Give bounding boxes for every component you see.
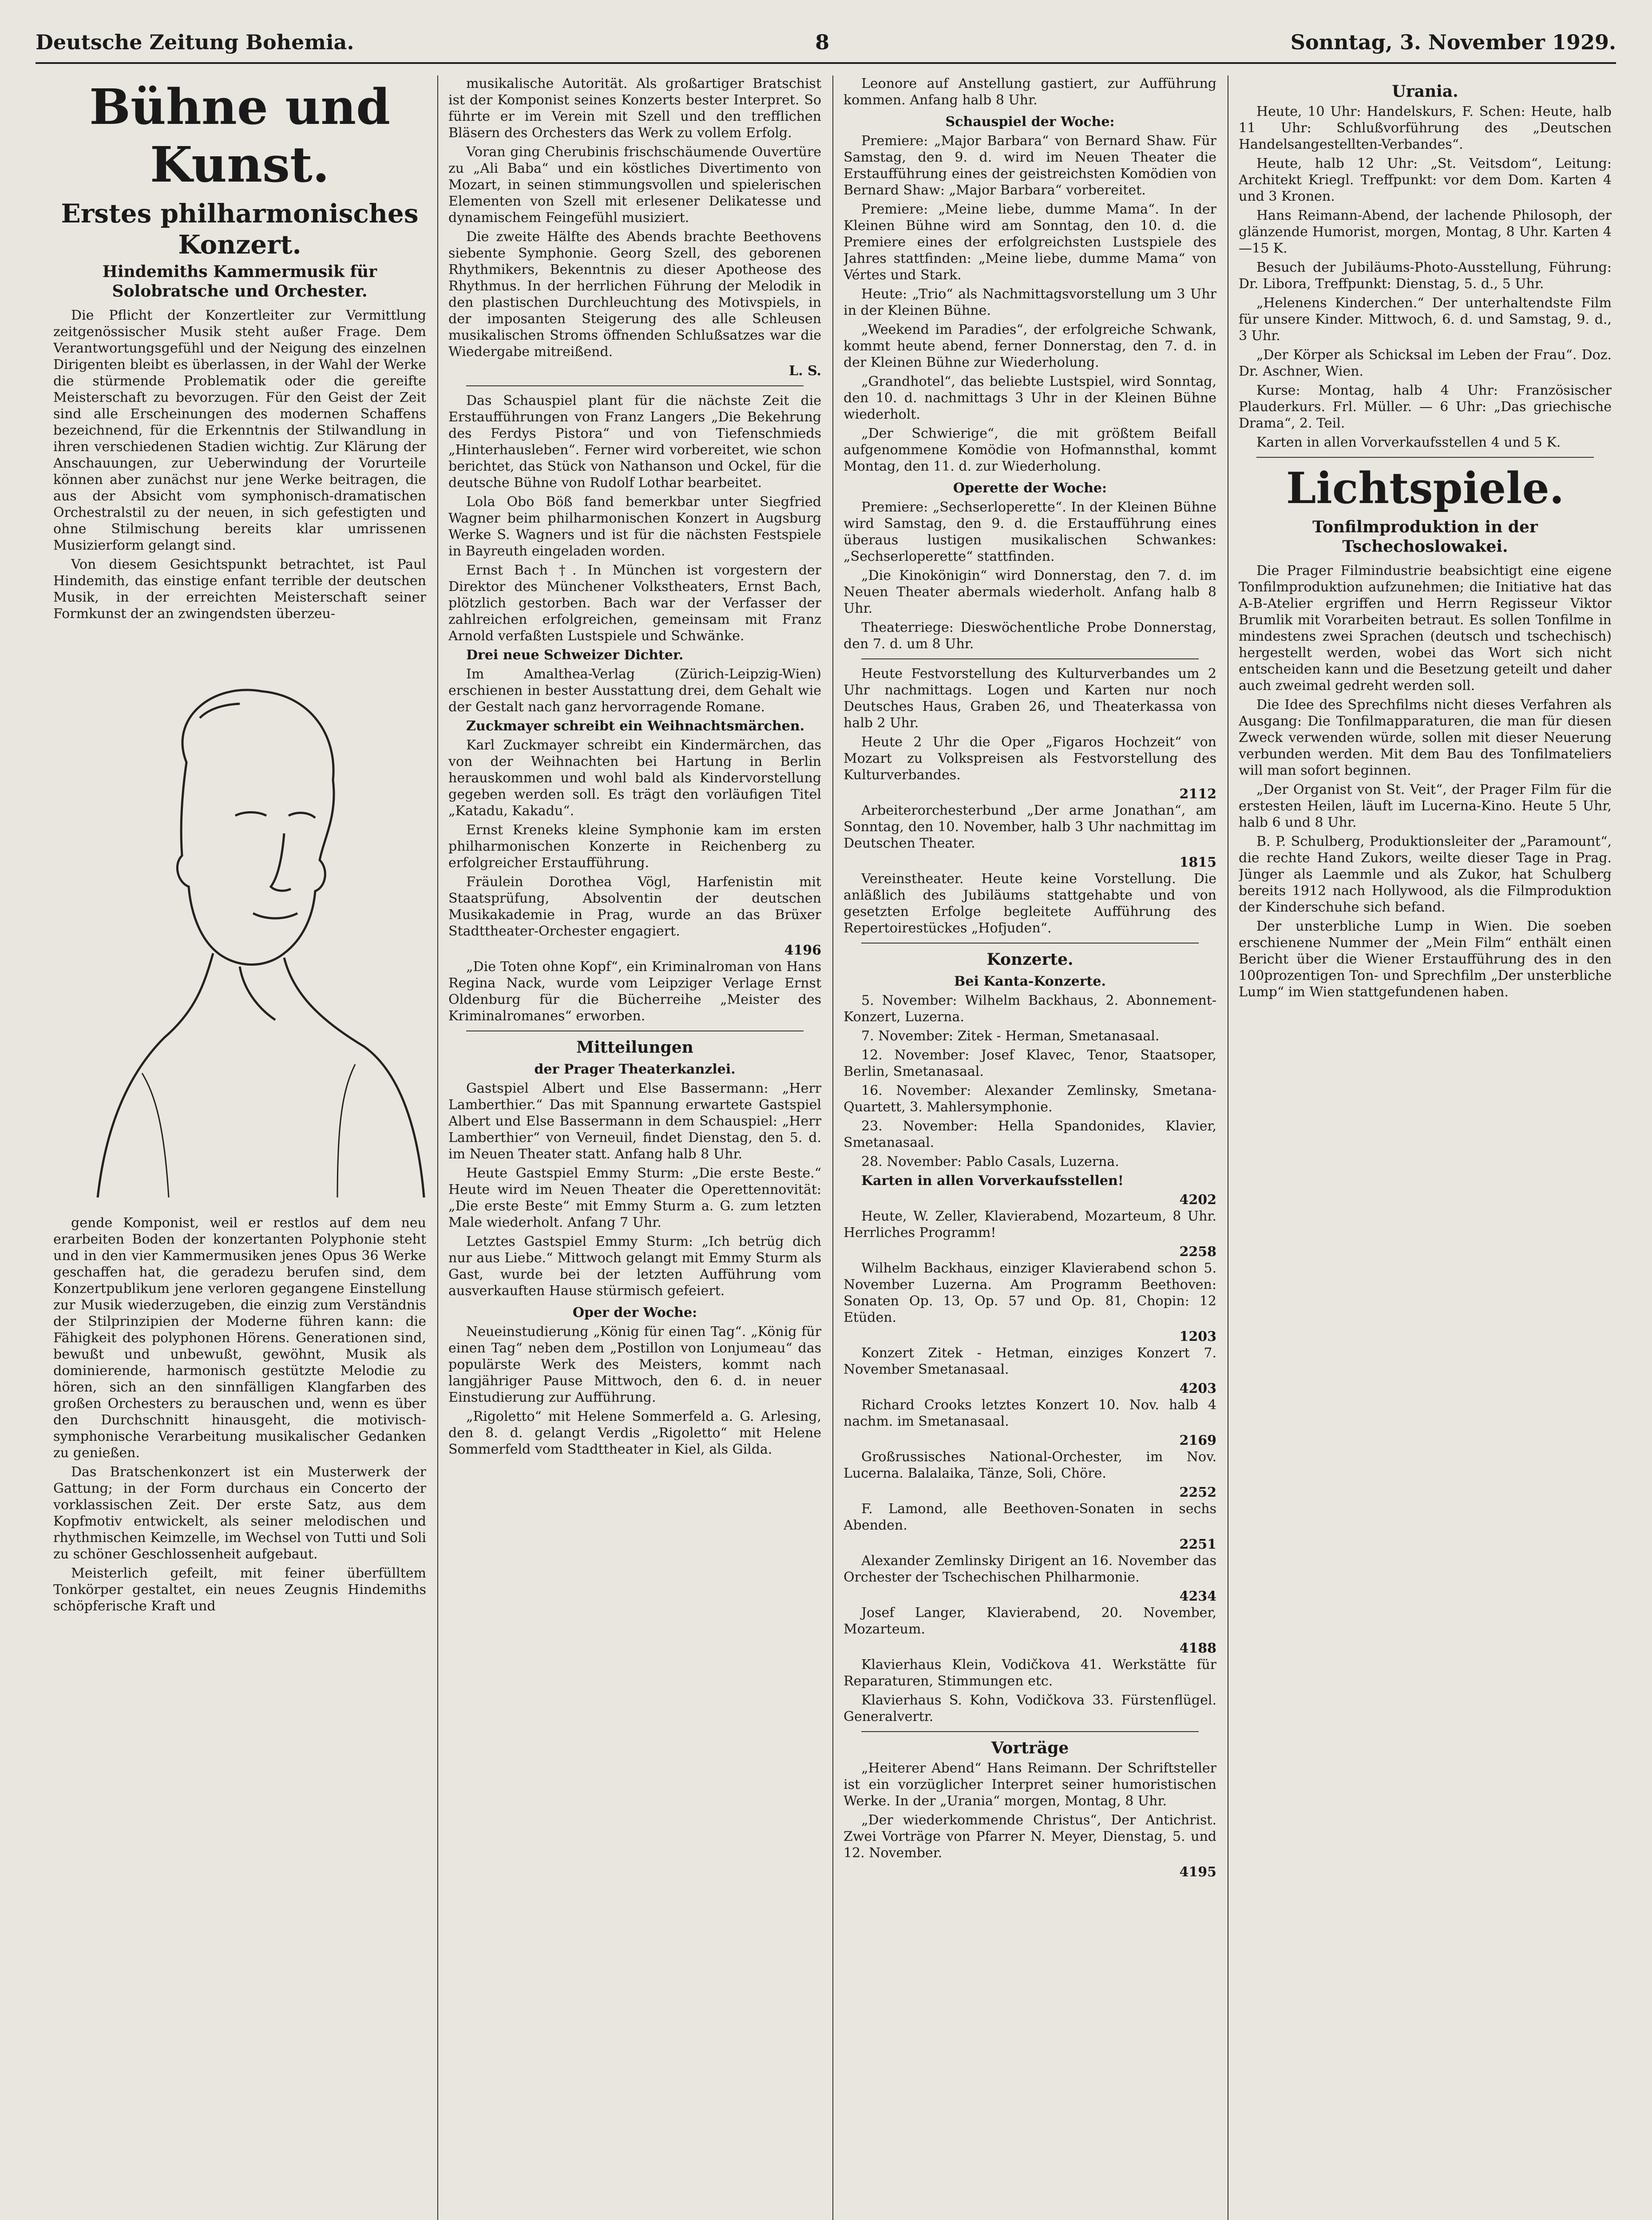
paragraph: Fräulein Dorothea Vögl, Harfenistin mit Staatsprüfung, Absolventin der deutschen Musikakademie in Prag, wurde an das Brüxer Stadttheater-Orchester engagiert. — [448, 874, 821, 939]
author-initials: L. S. — [788, 363, 821, 379]
divider — [861, 943, 1199, 944]
paragraph: Lola Obo Böß fand bemerkbar unter Siegfried Wagner beim philharmonischen Konzert in Augsburg Werke S. Wagners und ist für die nächsten Festspiele in Bayreuth eingeladen worden. — [448, 494, 821, 559]
ad-number: 2252 — [1179, 1485, 1216, 1500]
paragraph: Josef Langer, Klavierabend, 20. November, Mozarteum. — [844, 1605, 1216, 1637]
section-subheading: Oper der Woche: — [572, 1305, 697, 1320]
column-3 — [844, 75, 1216, 2220]
paragraph: Kurse: Montag, halb 4 Uhr: Französischer Plauderkurs. Frl. Müller. — 6 Uhr: „Das griechische Drama“, 2. Teil. — [1239, 383, 1612, 431]
paragraph: Richard Crooks letztes Konzert 10. Nov. halb 4 nachm. im Smetanasaal. — [844, 1397, 1216, 1429]
ad-number: 4188 — [1179, 1641, 1216, 1656]
section-subheading: Operette der Woche: — [953, 480, 1107, 496]
paragraph: Heute Festvorstellung des Kulturverbandes um 2 Uhr nachmittags. Logen und Karten nur noch Deutsches Haus, Graben 26, und Theaterkassa von halb 2 Uhr. — [844, 666, 1216, 731]
column-divider — [832, 75, 833, 2220]
paragraph: Ernst Bach †. In München ist vorgestern der Direktor des Münchener Volkstheaters, Ernst Bach, plötzlich gestorben. Bach war der Verfasser der zahlreichen erfolgreichen, gemeinsam mit Franz Arnold verfaßten Lustspiele und Schwänke. — [448, 563, 821, 644]
section-heading: Konzerte. — [986, 950, 1074, 969]
paragraph: Vereinstheater. Heute keine Vorstellung. Die anläßlich des Jubiläums stattgehabte und von gesetzten Erfolge begleitete Aufführung des Repertoirestückes „Hofjuden“. — [844, 871, 1216, 936]
ad-number: 2169 — [1179, 1433, 1216, 1448]
paragraph: „Helenens Kinderchen.“ Der unterhaltendste Film für unsere Kinder. Mittwoch, 6. d. und Samstag, 9. d., 3 Uhr. — [1239, 295, 1612, 344]
ad-number: 4234 — [1179, 1589, 1216, 1604]
paragraph: Heute, halb 12 Uhr: „St. Veitsdom“, Leitung: Architekt Kriegl. Treffpunkt: vor dem Dom. Karten 4 und 3 Kronen. — [1239, 156, 1612, 204]
paragraph: Letztes Gastspiel Emmy Sturm: „Ich betrüg dich nur aus Liebe.“ Mittwoch gelangt mit Emmy Sturm als Gast, wurde bei der letzten Aufführung vom ausverkauften Hause stürmisch gefeiert. — [448, 1234, 821, 1299]
paragraph: gende Komponist, weil er restlos auf dem neu erarbeiten Boden der konzertanten Polyphonie steht und in den vier Kammermusiken jenes Opus 36 Werke geschaffen hat, die geradezu berufen sind, dem Konzertpublikum jene verloren gegangene Einstellung zur Musik wiederzugeben, die einzig zum Verständnis der Stilprinzipien der Moderne führen kann: die Fähigkeit des polyphonen Hörens. Generationen sind, bewußt und unbewußt, gewöhnt, Musik als dominierende, harmonisch gestützte Melodie zu hören, sich an den sinnfälligen Klangfarben des großen Orchesters zu berauschen und, wenn es über den Durchschnitt hinausgeht, die motivisch-symphonische Verarbeitung musikalischer Gedanken zu genießen. — [53, 1215, 426, 1461]
paragraph: Konzert Zitek - Hetman, einziges Konzert 7. November Smetanasaal. — [844, 1345, 1216, 1377]
ad-number: 2258 — [1179, 1244, 1216, 1260]
paragraph: „Rigoletto“ mit Helene Sommerfeld a. G. Arlesing, den 8. d. gelangt Verdis „Rigoletto“ mit Helene Sommerfeld vom Stadttheater in Kiel, als Gilda. — [448, 1409, 821, 1457]
heading: Zuckmayer schreibt ein Weihnachtsmärchen. — [466, 718, 805, 734]
paragraph: Voran ging Cherubinis frischschäumende Ouvertüre zu „Ali Baba“ und ein köstliches Divertimento von Mozart, in seinen stimmungsvollen und spielerischen Elementen von Szell mit erlesener Delikatesse und dynamischem Feingefühl musiziert. — [448, 144, 821, 226]
paragraph: Gastspiel Albert und Else Bassermann: „Herr Lamberthier.“ Das mit Spannung erwartete Gastspiel Albert und Else Bassermann in dem Schauspiel: „Herr Lamberthier“ von Verneuil, findet Dienstag, den 5. d. im Neuen Theater statt. Anfang halb 8 Uhr. — [448, 1081, 821, 1162]
divider — [466, 385, 804, 386]
paragraph: Hans Reimann-Abend, der lachende Philosoph, der glänzende Humorist, morgen, Montag, 8 Uhr. Karten 4—15 K. — [1239, 208, 1612, 256]
paragraph: Von diesem Gesichtspunkt betrachtet, ist Paul Hindemith, das einstige enfant terrible der deutschen Musik, in der erreichten Meisterschaft seiner Formkunst der an zwingendsten überzeu- — [53, 557, 426, 622]
concert-listing: 7. November: Zitek - Herman, Smetanasaal. — [861, 1028, 1160, 1044]
concert-listing: 28. November: Pablo Casals, Luzerna. — [861, 1154, 1119, 1169]
ad-number: 4202 — [1179, 1192, 1216, 1208]
paragraph: Die Pflicht der Konzertleiter zur Vermittlung zeitgenössischer Musik steht außer Frage. Dem Verantwortungsgefühl und der Neigung des einzelnen Dirigenten bleibt es überlassen, in der Wahl der Werke die stürmende Problematik oder die gereifte Meisterschaft zu bevorzugen. Für den Geist der Zeit sind alle Erscheinungen des modernen Schaffens bezeichnend, für die Erkenntnis der Stilwandlung in ihren verschiedenen Stadien wichtig. Zur Klärung der Anschauungen, zur Ueberwindung der Vorurteile können aber zunächst nur jene Werke beitragen, die aus der Absicht vom symphonisch-dramatischen Orchestralstil zu der neuen, in sich gefestigten und ohne Stilmischung bereits klar umrissenen Musizierform gelangt sind. — [53, 308, 426, 553]
paragraph: Besuch der Jubiläums-Photo-Ausstellung, Führung: Dr. Libora, Treffpunkt: Dienstag, 5. d., 5 Uhr. — [1239, 260, 1612, 292]
paragraph: Alexander Zemlinsky Dirigent an 16. November das Orchester der Tschechischen Philharmonie. — [844, 1553, 1216, 1585]
paragraph: „Der Organist von St. Veit“, der Prager Film für die erstesten Heilen, läuft im Lucerna-Kino. Heute 5 Uhr, halb 6 und 8 Uhr. — [1239, 782, 1612, 830]
column-divider — [437, 75, 438, 2220]
masthead-date: Sonntag, 3. November 1929. — [1290, 30, 1616, 54]
article-title: Tonfilmproduktion in der Tschechoslowakei. — [1312, 518, 1538, 556]
paragraph: Das Bratschenkonzert ist ein Musterwerk der Gattung; in der Form durchaus ein Concerto der vorklassischen Zeit. Der erste Satz, aus dem Kopfmotiv entwickelt, als seiner melodischen und rhythmischen Keimzelle, im Wechsel von Tutti und Soli zu schöner Geschlossenheit aufgebaut. — [53, 1464, 426, 1562]
concert-listing: Karten in allen Vorverkaufsstellen! — [861, 1173, 1124, 1189]
paragraph: Die zweite Hälfte des Abends brachte Beethovens siebente Symphonie. Georg Szell, des geborenen Rhythmikers, Bekenntnis zu dieser Apotheose des Rhythmus. In der herrlichen Führung der Melodik in den plastischen Durchleuchtung des Motivspiels, in der imposanten Steigerung des alle Schleusen musikalischen Stroms öffnenden Schlußsatzes war die Wiedergabe mitreißend. — [448, 229, 821, 360]
section-subheading: der Prager Theaterkanzlei. — [534, 1062, 736, 1077]
section-heading: Mitteilungen — [576, 1038, 693, 1057]
paragraph: Ernst Kreneks kleine Symphonie kam im ersten philharmonischen Konzerte in Reichenberg zu erfolgreicher Erstaufführung. — [448, 822, 821, 871]
ad-number: 4196 — [784, 943, 821, 958]
paragraph: „Die Toten ohne Kopf“, ein Kriminalroman von Hans Regina Nack, wurde vom Leipziger Verlage Ernst Oldenburg für die Bücherreihe „Meister des Kriminalromanes“ erworben. — [448, 959, 821, 1024]
paragraph: F. Lamond, alle Beethoven-Sonaten in sechs Abenden. — [844, 1501, 1216, 1533]
concert-listing: 12. November: Josef Klavec, Tenor, Staatsoper, Berlin, Smetanasaal. — [844, 1047, 1216, 1079]
ad-number: 1203 — [1179, 1329, 1216, 1344]
paragraph: Wilhelm Backhaus, einziger Klavierabend schon 5. November Luzerna. Am Programm Beethoven: Sonaten Op. 13, Op. 57 und Op. 81, Chopin: 12 Etüden. — [844, 1261, 1216, 1325]
paragraph: „Der wiederkommende Christus“, Der Antichrist. Zwei Vorträge von Pfarrer N. Meyer, Dienstag, 5. und 12. November. — [844, 1812, 1216, 1861]
paragraph: „Der Körper als Schicksal im Leben der Frau“. Doz. Dr. Aschner, Wien. — [1239, 347, 1612, 379]
paragraph: Heute Gastspiel Emmy Sturm: „Die erste Beste.“ Heute wird im Neuen Theater die Operettennovität: „Die erste Beste“ mit Emmy Sturm a. G. zum letzten Male wiederholt. Anfang 7 Uhr. — [448, 1166, 821, 1230]
paragraph: „Heiterer Abend“ Hans Reimann. Der Schriftsteller ist ein vorzüglicher Interpret seiner humoristischen Werke. In der „Urania“ morgen, Montag, 8 Uhr. — [844, 1760, 1216, 1809]
ad-number: 4195 — [1179, 1864, 1216, 1880]
divider — [861, 658, 1199, 659]
paragraph: „Weekend im Paradies“, der erfolgreiche Schwank, kommt heute abend, ferner Donnerstag, den 7. d. in der Kleinen Bühne zur Wiederholung. — [844, 322, 1216, 370]
masthead — [36, 22, 1616, 64]
paragraph: Heute, W. Zeller, Klavierabend, Mozarteum, 8 Uhr. Herrliches Programm! — [844, 1209, 1216, 1241]
column-1 — [53, 75, 426, 2220]
paragraph: Premiere: „Meine liebe, dumme Mama“. In der Kleinen Bühne wird am Sonntag, den 10. d. die Premiere eines der erfolgreichsten Lustspiele des Jahres stattfinden: „Meine liebe, dumme Mama“ von Vértes und Stark. — [844, 202, 1216, 283]
article-title: Erstes philharmonisches Konzert. — [61, 198, 419, 260]
concert-listing: 16. November: Alexander Zemlinsky, Smetana-Quartett, 3. Mahlersymphonie. — [844, 1083, 1216, 1115]
divider — [861, 1731, 1199, 1732]
paragraph: Das Schauspiel plant für die nächste Zeit die Erstaufführungen von Franz Langers „Die Bekehrung des Ferdys Pistora“ und von Tiefenschmieds „Hinterhausleben“. Ferner wird vorbereitet, wie schon berichtet, das Stück von Nathanson und Ockel, für die deutsche Bühne von Rudolf Lothar bearbeitet. — [448, 393, 821, 491]
paragraph: Neueinstudierung „König für einen Tag“. „König für einen Tag“ neben dem „Postillon von Lonjumeau“ das populärste Werk des Meisters, kommt nach langjähriger Pause Mittwoch, den 6. d. in neuer Einstudierung zur Aufführung. — [448, 1324, 821, 1405]
paragraph: „Die Kinokönigin“ wird Donnerstag, den 7. d. im Neuen Theater abermals wiederholt. Anfang halb 8 Uhr. — [844, 568, 1216, 616]
paragraph: „Grandhotel“, das beliebte Lustspiel, wird Sonntag, den 10. d. nachmittags 3 Uhr in der Kleinen Bühne wiederholt. — [844, 374, 1216, 422]
paragraph: Die Idee des Sprechfilms nicht dieses Verfahren als Ausgang: Die Tonfilmapparaturen, die man für diesen Zweck verwenden würde, sollen mit dieser Neuerung verbunden werden. Mit dem Bau des Tonfilmateliers will man sofort beginnen. — [1239, 697, 1612, 778]
paragraph: „Der Schwierige“, die mit größtem Beifall aufgenommene Komödie von Hofmannsthal, kommt Montag, den 11. d. zur Wiederholung. — [844, 426, 1216, 474]
paragraph: Karten in allen Vorverkaufsstellen 4 und 5 K. — [1256, 435, 1561, 450]
paragraph: Leonore auf Anstellung gastiert, zur Aufführung kommen. Anfang halb 8 Uhr. — [844, 76, 1216, 108]
paragraph: Arbeiterorchesterbund „Der arme Jonathan“, am Sonntag, den 10. November, halb 3 Uhr nachmittag im Deutschen Theater. — [844, 803, 1216, 851]
concert-listing: 23. November: Hella Spandonides, Klavier, Smetanasaal. — [844, 1118, 1216, 1150]
section-title: Bühne und Kunst. — [89, 78, 391, 193]
divider — [1256, 457, 1594, 458]
portrait-sketch-hindemith — [53, 629, 426, 1206]
paragraph: Karl Zuckmayer schreibt ein Kindermärchen, das von der Weihnachten bei Hartung in Berlin herauskommen und wohl bald als Kindervorstellung gegeben werden soll. Es trägt den vorläufigen Titel „Katadu, Kakadu“. — [448, 737, 821, 819]
paragraph: musikalische Autorität. Als großartiger Bratschist ist der Komponist seines Konzerts bester Interpret. So führte er im Verein mit Szell und den trefflichen Bläsern des Orchesters das Werk zu vollem Erfolg. — [448, 76, 821, 141]
concert-listing: 5. November: Wilhelm Backhaus, 2. Abonnement-Konzert, Luzerna. — [844, 993, 1216, 1025]
paragraph: Premiere: „Sechserloperette“. In der Kleinen Bühne wird Samstag, den 9. d. die Erstaufführung eines überaus lustigen musikalischen Schwankes: „Sechserloperette“ stattfinden. — [844, 500, 1216, 564]
masthead-page-number: 8 — [815, 30, 830, 54]
section-title: Lichtspiele. — [1286, 463, 1565, 513]
paragraph: Meisterlich gefeilt, mit feiner überfülltem Tonkörper gestaltet, ein neues Zeugnis Hindemiths schöpferische Kraft und — [53, 1566, 426, 1614]
paragraph: Theaterriege: Dieswöchentliche Probe Donnerstag, den 7. d. um 8 Uhr. — [844, 620, 1216, 652]
ad-number: 2251 — [1179, 1537, 1216, 1552]
paragraph: Großrussisches National-Orchester, im Nov. Lucerna. Balalaika, Tänze, Soli, Chöre. — [844, 1449, 1216, 1481]
section-heading: Vorträge — [991, 1739, 1069, 1757]
column-4 — [1239, 75, 1612, 2220]
section-heading: Urania. — [1392, 82, 1458, 101]
paragraph: Heute 2 Uhr die Oper „Figaros Hochzeit“ von Mozart zu Volkspreisen als Festvorstellung des Kulturverbandes. — [844, 734, 1216, 783]
heading: Drei neue Schweizer Dichter. — [466, 647, 684, 663]
section-subheading: Schauspiel der Woche: — [945, 114, 1115, 130]
paragraph: Der unsterbliche Lump in Wien. Die soeben erschienene Nummer der „Mein Film“ enthält einen Bericht über die Wiener Erstaufführung des in den 100prozentigen Ton- und Sprechfilm „Der unsterbliche Lump“ im Wien stattgefundenen haben. — [1239, 919, 1612, 1000]
paragraph: B. P. Schulberg, Produktionsleiter der „Paramount“, die rechte Hand Zukors, weilte dieser Tage in Prag. Jünger als Laemmle und als Zukor, hat Schulberg bereits 1912 nach Hollywood, als die Filmproduktion der Kinderschuhe sich befand. — [1239, 834, 1612, 915]
ad-number: 4203 — [1179, 1381, 1216, 1396]
paragraph: Klavierhaus Klein, Vodičkova 41. Werkstätte für Reparaturen, Stimmungen etc. — [844, 1657, 1216, 1689]
masthead-newspaper: Deutsche Zeitung Bohemia. — [36, 30, 354, 54]
section-subheading: Bei Kanta-Konzerte. — [954, 974, 1106, 989]
ad-number: 2112 — [1179, 786, 1216, 802]
paragraph: Heute, 10 Uhr: Handelskurs, F. Schen: Heute, halb 11 Uhr: Schlußvorführung des „Deutschen Handelsangestellten-Verbandes“. — [1239, 104, 1612, 152]
paragraph: Premiere: „Major Barbara“ von Bernard Shaw. Für Samstag, den 9. d. wird im Neuen Theater die Erstaufführung eines der geistreichsten Komödien von Bernard Shaw: „Major Barbara“ vorbereitet. — [844, 133, 1216, 198]
article-subtitle: Hindemiths Kammermusik für Solobratsche und Orchester. — [102, 262, 377, 301]
paragraph: Heute: „Trio“ als Nachmittagsvorstellung um 3 Uhr in der Kleinen Bühne. — [844, 286, 1216, 318]
paragraph: Im Amalthea-Verlag (Zürich-Leipzig-Wien) erschienen in bester Ausstattung drei, dem Gehalt wie der Gestalt nach ganz hervorragende Romane. — [448, 666, 821, 715]
column-2 — [448, 75, 821, 2220]
ad-number: 1815 — [1179, 855, 1216, 870]
paragraph: Die Prager Filmindustrie beabsichtigt eine eigene Tonfilmproduktion aufzunehmen; die Initiative hat das A-B-Atelier ergriffen und Herrn Regisseur Viktor Brumlik mit Vorarbeiten betraut. Es sollen Tonfilme in mindestens zwei Sprachen (deutsch und tschechisch) hergestellt werden, wobei das Wort sich nicht entscheiden kann und die Besetzung geteilt und daher auch zweimal gedreht werden soll. — [1239, 563, 1612, 694]
paragraph: Klavierhaus S. Kohn, Vodičkova 33. Fürstenflügel. Generalvertr. — [844, 1693, 1216, 1724]
